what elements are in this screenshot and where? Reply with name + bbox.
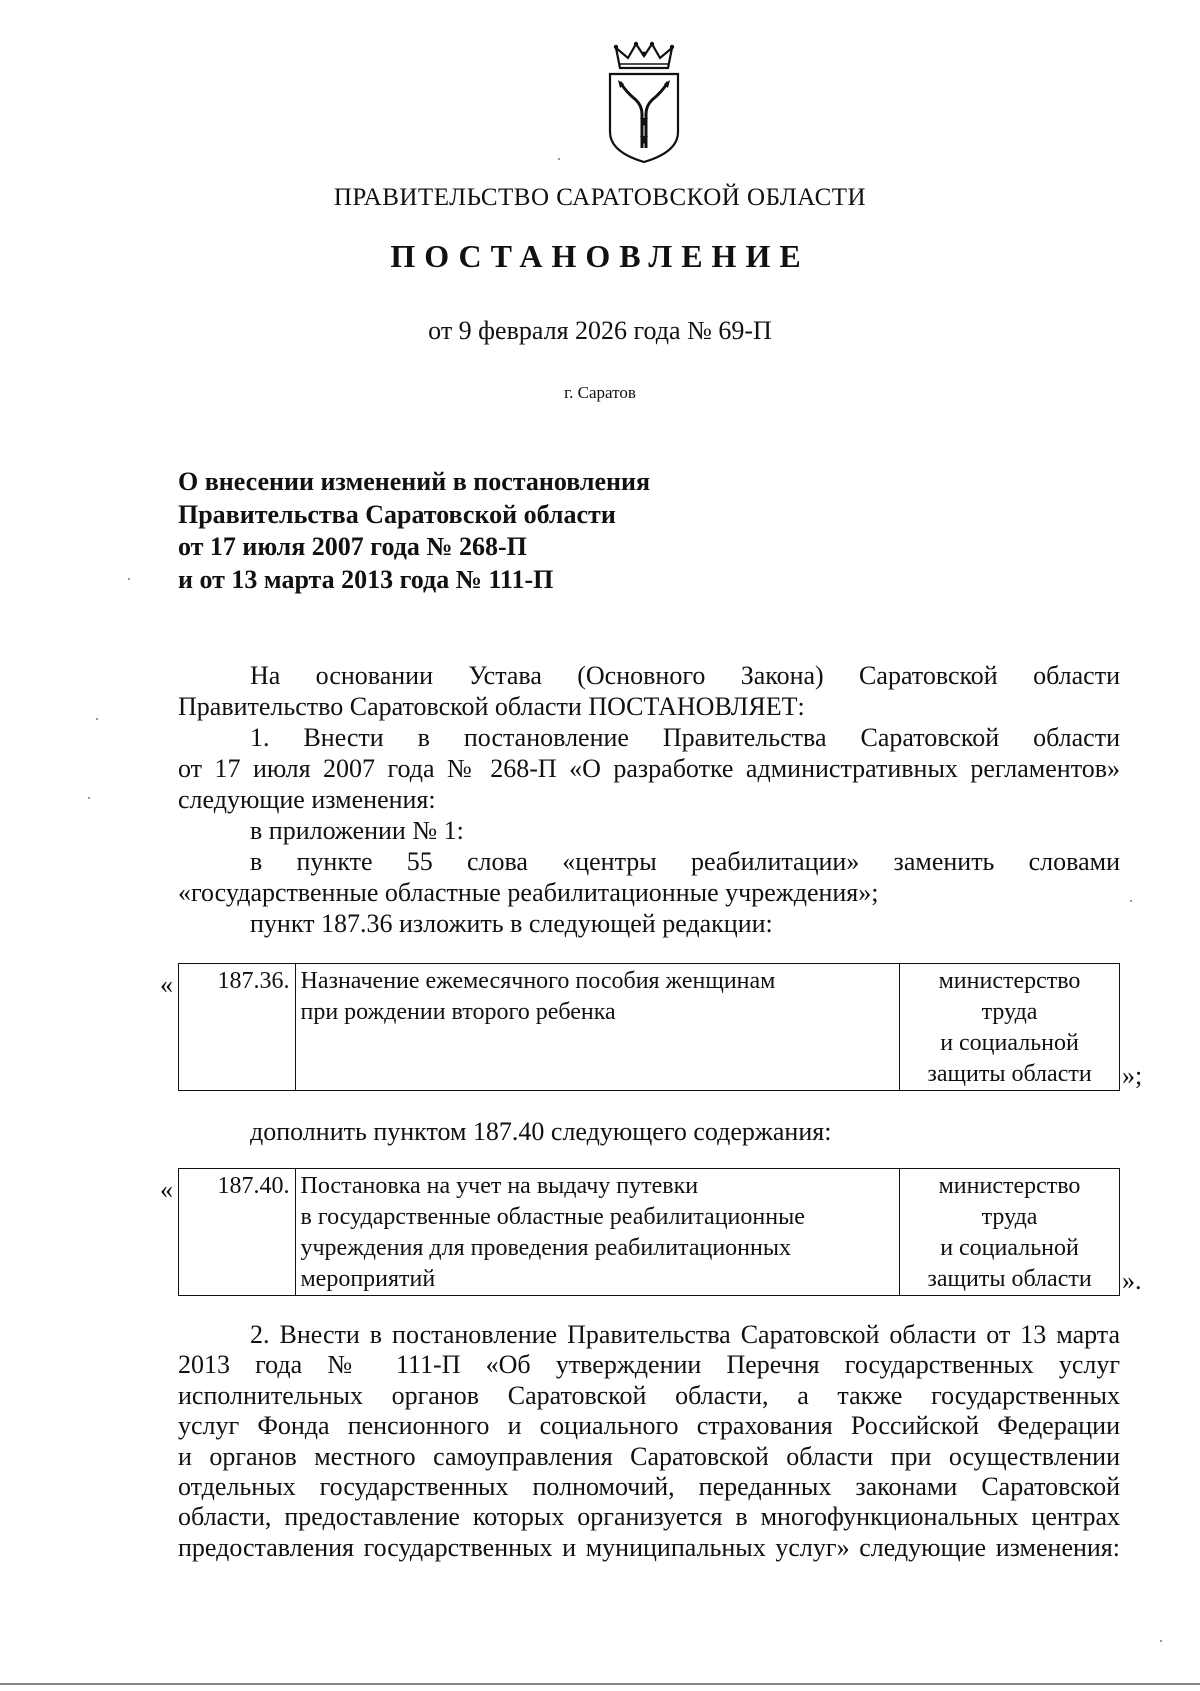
scan-edge-line	[0, 1683, 1200, 1685]
table2-open-quote: «	[160, 1175, 173, 1204]
desc-line: при рождении второго ребенка	[300, 999, 616, 1025]
government-name: ПРАВИТЕЛЬСТВО САРАТОВСКОЙ ОБЛАСТИ	[333, 184, 867, 211]
scan-speck	[1160, 1640, 1162, 1642]
desc-line: Постановка на учет на выдачу путевки	[300, 1173, 699, 1199]
table-cell-organization	[900, 1169, 1120, 1296]
document-date-number: от 9 февраля 2026 года № 69-П	[428, 316, 772, 345]
table-cell-description	[296, 1169, 900, 1296]
document-city: г. Саратов	[564, 383, 636, 402]
table-cell-organization	[900, 964, 1120, 1091]
org-line: министерство	[938, 1173, 1081, 1199]
item2-line: и органов местного самоуправления Саратовской области при осуществлении	[178, 1441, 1120, 1471]
item1-line-1: 1. Внести в постановление Правительства Саратовской области	[250, 723, 1120, 752]
org-line: защиты области	[927, 1266, 1092, 1292]
item1-line-2: от 17 июля 2007 года № 268-П «О разработке административных регламентов»	[178, 754, 1120, 783]
item2-line: услуг Фонда пенсионного и социального страхования Российской Федерации	[178, 1411, 1120, 1441]
item1-line-3: следующие изменения:	[178, 785, 436, 814]
item2-line: отдельных государственных полномочий, переданных законами Саратовской	[178, 1472, 1120, 1502]
table-row	[179, 1169, 1120, 1296]
org-line: труда	[981, 1204, 1038, 1230]
desc-line: учреждения для проведения реабилитационных	[300, 1235, 791, 1261]
title-line: О внесении изменений в постановления	[178, 467, 651, 496]
scan-speck	[96, 718, 98, 720]
org-line: защиты области	[927, 1061, 1092, 1087]
org-line: и социальной	[940, 1030, 1079, 1056]
table-187-40	[178, 1168, 1120, 1296]
org-line: и социальной	[940, 1235, 1079, 1261]
item2-line: 2013 года № 111-П «Об утверждении Перечня государственных услуг	[178, 1350, 1120, 1380]
table-cell-number: 187.36.	[179, 964, 296, 1091]
item2-paragraph	[178, 1320, 1120, 1563]
item2-line: исполнительных органов Саратовской области, а также государственных	[178, 1380, 1120, 1410]
org-line: труда	[981, 999, 1038, 1025]
scan-speck	[88, 797, 90, 799]
table-187-36	[178, 963, 1120, 1091]
item187-36-intro: пункт 187.36 изложить в следующей редакции:	[250, 909, 773, 938]
item2-line: области, предоставление которых организуется в многофункциональных центрах	[178, 1502, 1120, 1532]
item55-line-2: «государственные областные реабилитационные учреждения»;	[178, 878, 879, 907]
scan-speck	[1130, 900, 1132, 902]
document-type: ПОСТАНОВЛЕНИЕ	[390, 238, 810, 274]
add-187-40-intro: дополнить пунктом 187.40 следующего содержания:	[250, 1117, 832, 1146]
table-cell-description	[296, 964, 900, 1091]
preamble-line-2: Правительство Саратовской области ПОСТАНОВЛЯЕТ:	[178, 692, 805, 721]
item2-line: предоставления государственных и муниципальных услуг» следующие изменения:	[178, 1532, 1120, 1562]
scan-speck	[558, 158, 560, 160]
desc-line: мероприятий	[300, 1266, 436, 1292]
document-title	[178, 466, 650, 596]
desc-line: Назначение ежемесячного пособия женщинам	[300, 968, 776, 994]
table2-close-quote: ».	[1122, 1266, 1142, 1295]
title-line: и от 13 марта 2013 года № 111-П	[178, 564, 554, 594]
scan-speck	[128, 578, 130, 580]
org-line: министерство	[938, 968, 1081, 994]
table-row	[179, 964, 1120, 1091]
coat-of-arms-icon	[606, 40, 682, 164]
title-line: Правительства Саратовской области	[178, 499, 616, 529]
item55-line-1: в пункте 55 слова «центры реабилитации» заменить словами	[250, 847, 1120, 876]
table1-close-quote: »;	[1122, 1061, 1143, 1090]
item2-line: 2. Внести в постановление Правительства Саратовской области от 13 марта	[250, 1320, 1120, 1349]
annex-line: в приложении № 1:	[250, 816, 464, 845]
table-cell-number: 187.40.	[179, 1169, 296, 1296]
table1-open-quote: «	[160, 970, 173, 999]
title-line: от 17 июля 2007 года № 268-П	[178, 532, 527, 561]
preamble-line-1: На основании Устава (Основного Закона) Саратовской области	[250, 661, 1120, 690]
desc-line: в государственные областные реабилитационные	[300, 1204, 805, 1230]
